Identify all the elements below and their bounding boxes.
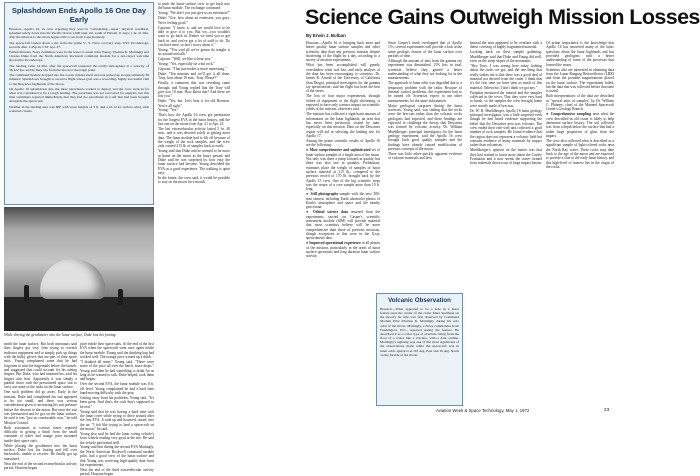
article-column-1 bbox=[4, 342, 77, 470]
photo-module bbox=[40, 259, 106, 299]
article-paragraph: In the future, the crew said, it would be possible to stay on the moon for a month. bbox=[158, 175, 230, 185]
article-paragraph: Young: "We don't you just give us an extension?" bbox=[158, 11, 230, 16]
article-paragraph: Although the amount of data from the gamma ray experiment was diminished, 15% less in total, scientists believe they gained a better understanding of what they are looking for in the measurements. bbox=[388, 58, 462, 81]
article-byline: By Erwin J. Bulban bbox=[306, 33, 346, 38]
article-column-2 bbox=[80, 342, 154, 476]
article-paragraph: Among the prime scientific results of Apollo 16 are the following: bbox=[306, 138, 380, 148]
article-paragraph bbox=[546, 112, 614, 138]
sidebar-paragraph: The spacecraft landed about 1 mi. from the prime U. S. Navy recovery ship, USS Ticonderoga, seconds after 1:45 p.m. CST Apr. 27. bbox=[9, 40, 149, 49]
article-column-3 bbox=[158, 2, 230, 406]
article-paragraph: One such problem did go away. Early in the mission, Duke had complained his suit appeared to be too small, and there was serious consideration given to increasing his suit pressure before the descent to the moon. But once the suit was pressurized and he got on the lunar surface, he said it was "just as comfortable now," he told Mission Control. bbox=[4, 390, 77, 425]
sidebar-paragraph: The command module dropped into the ocean, righted itself and was picked up in approximately 38 minutes. Splashdown brought to an end a flight whose goal was a rewarding, highly successful visit to the Descartes highlands of the moon. bbox=[9, 73, 149, 86]
article-paragraph: Major geological surprises during the lunar traverses, Young said, was finding that the rocks were the breccias rather than the volcanic rocks geologists had expected, and these findings are expected to challenge the theory that Descartes was formed by volcanic activity. Dr. William Muehlberger, principal investigator for the lunar geology experiment, said the Apollo 16 crew brought back good quality samples and the findings have already caused modification of previous concepts of the moon. bbox=[388, 103, 462, 152]
article-column-5 bbox=[388, 41, 462, 289]
article-paragraph: The approach to lunar orbit was degraded due to a temporary problem with the radar. Because of thermal control problems, the experiment had to be turned off. Scientists expect to use other measurements for the same information. bbox=[388, 81, 462, 103]
article-paragraph: Dr. W. R. Muehlberger, Apollo 16 lunar geology principal investigator, was a little surprised even though he had heard evidence supporting the belief that the Descartes area was volcanic. The crew ended their ride well and collected a good number of rock samples. He found evidence that the region does not represent a volcanic field but contains evidence of many materials by impact rather than volcanism. bbox=[470, 108, 542, 148]
article-paragraph: Young: "Yes, especially on a hot rock." bbox=[158, 62, 216, 67]
sidebar-paragraph: Houston—Apollo 16, its crew reporting they were in "outstanding—super" physical condition, splashed safely down into the Pacific Ocean 1,000 naut. mi. south of Hawaii 11 days, 1 hr. 51 min. after the mission to the moon began with a roar from Cape Kennedy. bbox=[9, 27, 149, 40]
article-bullet bbox=[306, 148, 380, 191]
sidebar-paragraph: Within minutes, Navy swimmers were in the water to assist John Young, Thomas K. Mattingly and Charles Duke from the North American Rockwell command module for a red-carpet welcome aboard the Ticonderoga. bbox=[9, 50, 149, 63]
article-paragraph: Since Casper's trunk overlapped that of Apollo 15's, several experiments will provide a look at the same geologic feature of the lunar surface over periods of time. bbox=[388, 41, 462, 59]
article-paragraph: The loss of four major experiments, through failure of equipment or the flight shortening, is expected to have only a minor impact on scientific yields of the mission, observers said. bbox=[306, 94, 380, 112]
article-paragraph: Duke: "Yes, but. Let's hear it for old Houston. You're all right." bbox=[158, 99, 230, 108]
bullet-text: returned from the experiments carried on Casper's scientific instrument module (SIM) will provide material that most scientists believe will be more comprehensive than those of previous missions, though exceptions to this were in the X-ray spectrometer data. bbox=[306, 210, 380, 241]
article-paragraph: Young: "You said all we've gonna do tonight is sit around and talk." bbox=[158, 47, 230, 57]
article-column-6 bbox=[470, 41, 542, 406]
bullet-text: near what the crew described as old crater is likely to help determine surface history. The soil collected was from a depth below the surface that had a rather large proportion of glass from the impact. bbox=[546, 112, 615, 138]
article-paragraph: The crew also collected what is described as a significant sample of light-colored rocks near the North Ray crater. These rocks may date back to the age of the moon and are expected to provide a clue to the early lunar history, and this high-level of interest lies in the origin of the rocks. bbox=[546, 138, 614, 169]
article-paragraph: The last extravehicular activity lasted 5 hr. 40 min., and it was devoted solely to getting more data. The lunar module had to lift off because of the weight of the rock samples, and the crew only carried 213 lb. of samples back to earth. bbox=[158, 127, 230, 149]
article-paragraph: Young also said he had the lunar roving vehicle's front wheels reading very good at the site. He said the vehicle performed well. bbox=[80, 431, 154, 445]
volcanic-title: Volcanic Observation bbox=[388, 297, 451, 304]
article-paragraph: Both astronauts at various times reported difficulty in getting a drink from the small container of water and orange juice mounted inside their space suits. bbox=[4, 425, 77, 443]
article-paragraph: Near the end of the second extravehicular activity period, Houston began bbox=[4, 461, 77, 470]
article-paragraph: Farquhar measured the ramrod and the samples collected in the rover. That they were very hard to break, so the samples the crew brought home were mostly made of breccias. bbox=[470, 90, 542, 108]
article-paragraph: Duke: "Ten minutes and we'll get it all done, Tony, how about 10 min., Tony. Please?" bbox=[158, 71, 230, 81]
article-bullet bbox=[306, 192, 380, 209]
article-paragraph: While placing the geodimeter into the lunar surface, Duke lost his footing and fell over backwards, unable to recover. He finally got up unassisted. bbox=[4, 443, 77, 461]
article-paragraph: Muehlberger's opinion on the matter was that they had wanted to know more about the Cayley Formation and it now seems the crater formed from materials thrown out of large impact basins. bbox=[470, 148, 542, 166]
article-bullet bbox=[306, 210, 380, 240]
photo-ground bbox=[4, 297, 154, 331]
article-paragraph: to push the lunar surface crew to get back into the lunar module. The exchange continued: bbox=[158, 2, 230, 11]
article-paragraph: neath the lunar surface. But both astronauts said their fingers got very firm trying to wrench indicator equipment and to simply pick up things with the bulky gloves that are part of their space suits. Young complained some that he had forgotten to trim his fingernails before the launch, and suggested that could account for his aching fingers. But Duke, who had trimmed his, said his fingers also hurt. Apparently it was simply a painful chore with the pressurized space suit to carry out some of the tasks on the lunar surface. bbox=[4, 342, 77, 390]
article-headline: Science Gains Outweigh Mission Losses bbox=[305, 5, 700, 29]
article-paragraph: Capcom: "Well, we like to hear you." bbox=[158, 57, 213, 62]
article-paragraph: Of prime importance is the knowledge that Apollo 16 has answered many of the basic questions about the lunar highlands and has provided geologists with a better understanding of some of the processes that formed the moon. bbox=[546, 41, 614, 67]
bullet-heading: ● Most comprehensive and sophisticated bbox=[306, 148, 372, 153]
article-paragraph: Scientists also are interested in obtaining data from the Lunar Ranging Retroreflector (LRR) and from the portable magnetometer placed on the lunar surface. The experiment failed, but the data that was collected before that time is useful. bbox=[546, 67, 614, 94]
bullet-heading: ● Comprehensive sampling bbox=[546, 112, 593, 117]
bullet-heading: ● Orbital science data bbox=[306, 210, 351, 215]
article-paragraph: Both interpretations of the data are described as "special units of samples" by Dr. William C. Phinney, chief of the Manned Spacecraft Center's Geology Branch. bbox=[546, 94, 614, 112]
article-paragraph: Instead the area appeared to be overlain with a dense covering of highly fragmented material. bbox=[470, 41, 542, 50]
photo-caption: While driving the geodimeter into the lunar surface, Duke lost his footing. bbox=[4, 333, 117, 337]
sidebar-paragraph: On Apollo 16 splashdown day, the three parachutes worked to deploy, and the crew went in for what was considered to be a rough landing. The parachute was not recovered for analysis, but this time swimmers reported immediately that they had the parachutes in a raft that had been brought alongside the spacecraft. bbox=[9, 86, 149, 104]
article-paragraph: Getting away from his problems, Young said, "It's been great. And that's the rock that's supposed to be real." bbox=[80, 395, 154, 409]
article-bullet bbox=[306, 241, 380, 258]
photo-figure bbox=[118, 289, 123, 305]
page-number: 23 bbox=[604, 407, 610, 412]
page-footer: Aviation Week & Space Technology, May 1, 1972 bbox=[436, 408, 530, 413]
article-paragraph: Capcom: "That just makes it more interesting." bbox=[158, 66, 227, 71]
article-paragraph: Duke: "Gee, how about an extension, you guys. We're feeling good." bbox=[158, 16, 230, 25]
article-paragraph: Young: "Yes." bbox=[158, 108, 179, 113]
article-paragraph: Over the second EVA, the lunar module was 8 ft. off level. Young complained he had a hard time hand-moving difficulty with the gear. bbox=[80, 382, 154, 395]
bullet-heading: ● Still photographs bbox=[306, 192, 340, 197]
article-paragraph: Young said that Duke and he seemed to be more at home on the moon as the hours passed, and Duke said he was surprised by how easy the lunar surface had become. Young described the EVA as a good experience. The walking is quite easy. bbox=[158, 149, 230, 176]
volcanic-text: Houston—What appeared to be a hole in a lunar feature near the center of the crater Mare Spumans on the moon's far side was first observed by Command Module Pilot Thomas K. Mattingly during his solo orbit of the moon. Mattingly, a Navy commander from Washington, D.C., reported seeing the feature. He described it as a crater type of structure rising from the floor of a crater like a volcano, with a dark outline. Mattingly's sighting was one of the most significant of the observations made while the spacecraft was in lunar orbit. Quick is at 110 deg. East and 10 deg. North on the farside of the moon. bbox=[380, 307, 459, 357]
article-column-3b bbox=[234, 2, 302, 406]
article-paragraph: Looking back on their sample gathering, Muehlberger said that Duke and Young did well, even on the steep slopes of the mountains. bbox=[470, 50, 542, 63]
article-paragraph: Young said that during the second EVA Mattingly, the North American Rockwell command module pilot, had a good view of the lunar surface and that Young was receiving high-quality data from his experiments. bbox=[80, 445, 154, 467]
article-paragraph: There was little other quickly apparent evidence of volcanic materials and lava bbox=[388, 151, 462, 161]
article-column-7 bbox=[546, 41, 614, 406]
article-paragraph: Near the end of the third extravehicular activity period, Houston began bbox=[80, 467, 154, 476]
photo-figure bbox=[24, 285, 29, 301]
article-paragraph: Houston—Apollo 16 is bringing back more and better quality lunar surface samples and other scientific data than any previous mission despite shortening of the flight by a day, according to a survey of mission experiments. bbox=[306, 41, 380, 63]
volcanic-observation-box bbox=[376, 293, 463, 406]
splashdown-sidebar bbox=[4, 2, 154, 205]
article-paragraph: Capcom: "I know it, and we would love to be able to give it to you. But we—you wouldn't want to go back in. Rather we need you to get back in, and you've got a lot of stuff to do. Do you have time, so don't worry about it." bbox=[158, 25, 230, 47]
article-paragraph: "Hey Tony, I was seeing here today looking about the rocks we got, and the one thing that really strikes me is that there was a good deal of material not derived from the crater. I think that it's the first time we have seen as much of this material. Otherwise, I don't think we got any." bbox=[470, 63, 542, 90]
bullet-heading: ● Improved operational experience bbox=[306, 241, 362, 246]
article-paragraph: The mission has collected a significant amount of information on the lunar highlands, an area that has never been previously visited by man, especially on this mission. Data on the Descartes region will aid in selecting the landing site for Apollo 17. bbox=[306, 112, 380, 138]
sidebar-paragraph: Weather in the landing area was 80F with wave heights of 3 ft. and a 10-12 kt. surface wind, with scattered clouds. bbox=[9, 104, 149, 113]
sidebar-title: Splashdown Ends Apollo 16 One Day Early bbox=[11, 6, 147, 24]
article-paragraph: What has been accomplished will greatly overshadow what was lost, and early analysis of the data has been encouraging to scientists. Dr. James R. Arnold of the University of California (San Diego), principal investigator for the gamma ray spectrometer, said the flight has been the best of the series. bbox=[306, 63, 380, 94]
bullet-text: sample with the new 500-mm camera, including Earth ultraviolet photos of Earth's atmosphere and space and the nearby geocorona. bbox=[306, 192, 380, 210]
article-paragraph: juice inside their space suits. At the end of the first EVA when the spacecraft went once again inside the lunar module, Young said the drinking bag had worked well. The orange juice wound up a drink. bbox=[80, 342, 154, 360]
article-paragraph: Finally, a comment that was revealing came through, and Young replied that the Tony will give you 10 min. How about that? And there we lost you." bbox=[158, 81, 230, 99]
bullet-text: in all phases of the mission, particularly in the areas of lunar surface operations and long duration lunar surface activity. bbox=[306, 241, 380, 259]
sidebar-paragraph: The landing came 14 min. after the spacecraft reentered the earth's atmosphere at a velocity of 36,122 fps. and its fiery trip from the moon to the target point. bbox=[9, 63, 149, 72]
article-paragraph: Young said that he was having a hard time with the lunar rover while trying to drive around after the first EVA. It rode up and bounced, raised, into the air. "I felt like trying to land a spacecraft on the moon," he said. bbox=[80, 409, 154, 431]
bullet-text: set of lunar surface samples of a single area of the moon. Not only was there a jump forward in quality, but there was also one in quantity. Preliminary estimates place the weight of samples of lunar surface material at 215 lb., compared to the previous record of 170 lb. brought back by the Apollo 15 crew. One of the big scientific steps was the return of a core sample more than 10 ft. long. bbox=[306, 148, 380, 192]
article-paragraph: That's how the Apollo 16 crew got permission for the longest EVA in the lunar history, and the last one on the moon from Apr. 21 to Apr. 23. bbox=[158, 113, 230, 127]
lunar-surface-photo bbox=[4, 207, 154, 331]
article-column-4 bbox=[306, 41, 380, 406]
article-paragraph: "I drinked all mine," Young said. "There were some of the juice all over the hatch, more drops." Young said then he had something to drink for as long as he wanted to talk. Duke helped, took them and began. bbox=[80, 359, 154, 382]
sidebar-body bbox=[9, 27, 149, 113]
